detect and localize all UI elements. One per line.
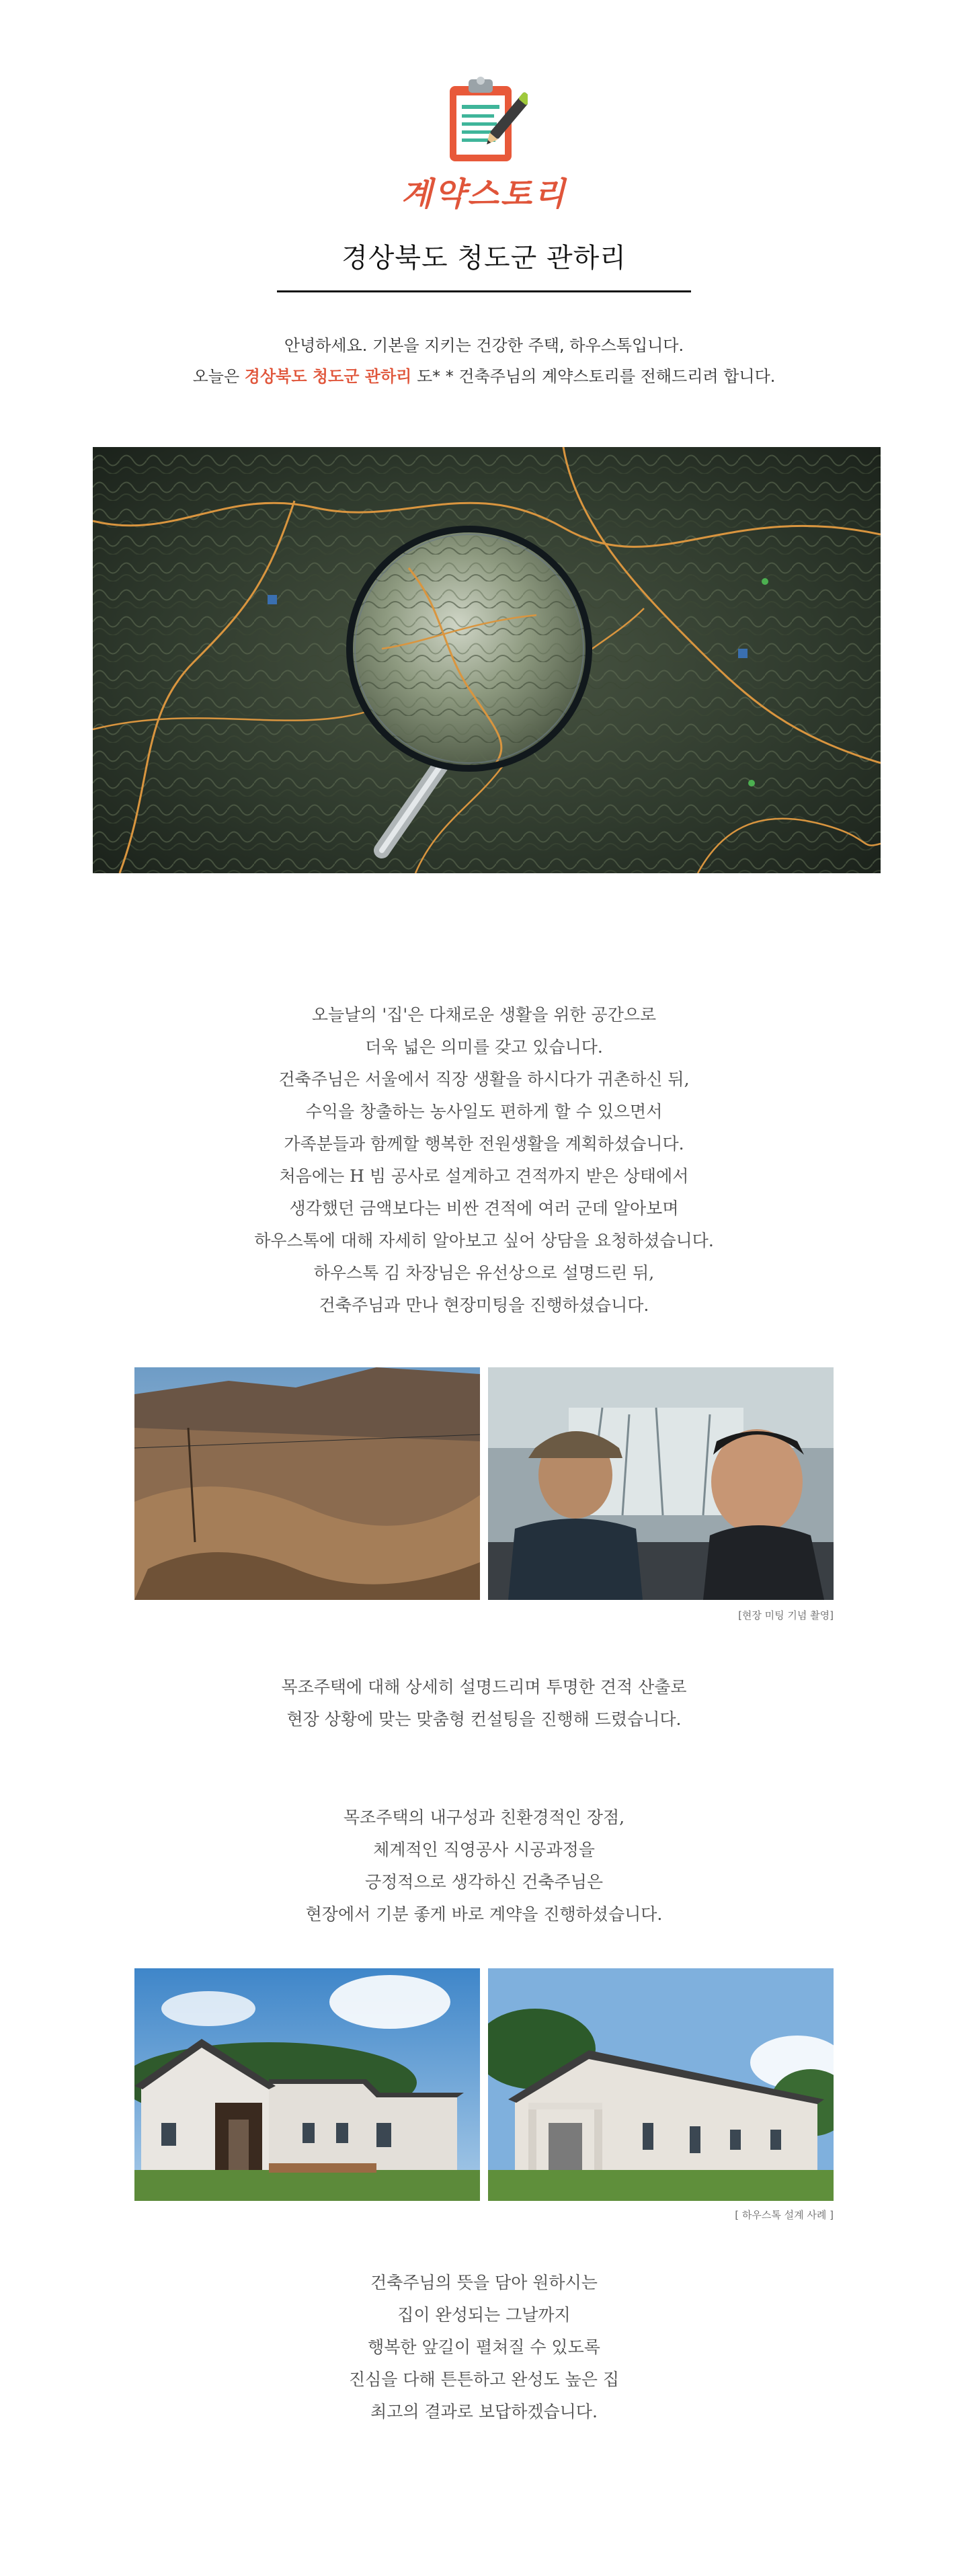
house-render-graphic-1 <box>134 1968 480 2201</box>
house-render-image-1 <box>134 1968 480 2201</box>
story-line: 처음에는 H 빔 공사로 설계하고 견적까지 받은 상태에서 <box>279 1166 689 1186</box>
story-paragraph-1 <box>0 999 968 1322</box>
story-paragraph-3 <box>0 1802 968 1931</box>
house-render-image-2 <box>488 1968 834 2201</box>
intro-suffix: 도* * 건축주님의 계약스토리를 전해드리려 합니다. <box>411 367 776 386</box>
story-line: 건축주님의 뜻을 담아 원하시는 <box>370 2273 598 2292</box>
story-line: 오늘날의 '집'은 다채로운 생활을 위한 공간으로 <box>311 1005 657 1024</box>
site-photo-graphic <box>134 1367 480 1600</box>
story-line: 건축주님은 서울에서 직장 생활을 하시다가 귀촌하신 뒤, <box>278 1070 690 1089</box>
story-line: 현장 상황에 맞는 맞춤형 컨설팅을 진행해 드렸습니다. <box>286 1709 682 1729</box>
story-line: 행복한 앞길이 펼쳐질 수 있도록 <box>368 2337 600 2357</box>
photo-caption-meeting: [현장 미팅 기념 촬영] <box>738 1609 834 1621</box>
story-line: 가족분들과 함께할 행복한 전원생활을 계획하셨습니다. <box>284 1134 684 1154</box>
story-line: 집이 완성되는 그날까지 <box>397 2305 571 2325</box>
story-line: 더욱 넓은 의미를 갖고 있습니다. <box>365 1037 603 1057</box>
clipboard-icon <box>440 73 528 167</box>
story-line: 체계적인 직영공사 시공과정을 <box>373 1840 595 1859</box>
story-line: 하우스톡에 대해 자세히 알아보고 싶어 상담을 요청하셨습니다. <box>254 1231 714 1250</box>
brand-title: 계약스토리 <box>401 175 567 213</box>
story-line: 긍정적으로 생각하신 건축주님은 <box>365 1872 603 1892</box>
story-line: 목조주택의 내구성과 친환경적인 장점, <box>343 1808 625 1827</box>
intro-greeting: 안녕하세요. 기본을 지키는 건강한 주택, 하우스톡입니다. <box>284 336 684 355</box>
story-paragraph-4 <box>0 2267 968 2428</box>
photo-caption-design: [ 하우스톡 설계 사례 ] <box>735 2209 834 2221</box>
satellite-map-graphic <box>93 447 881 873</box>
story-line: 목조주택에 대해 상세히 설명드리며 투명한 견적 산출로 <box>281 1677 687 1697</box>
story-line: 최고의 결과로 보답하겠습니다. <box>370 2402 598 2421</box>
site-photo <box>134 1367 480 1600</box>
page-title: 경상북도 청도군 관하리 <box>341 243 627 274</box>
story-line: 생각했던 금액보다는 비싼 견적에 여러 군데 알아보며 <box>289 1199 679 1218</box>
house-render-graphic-2 <box>488 1968 834 2201</box>
satellite-map-image <box>93 447 881 873</box>
story-paragraph-2 <box>0 1671 968 1736</box>
meeting-photo-graphic <box>488 1367 834 1600</box>
location-highlight: 경상북도 청도군 관하리 <box>244 367 412 386</box>
intro-story-line <box>0 363 968 387</box>
intro-prefix: 오늘은 <box>192 367 245 386</box>
story-line: 건축주님과 만나 현장미팅을 진행하셨습니다. <box>319 1295 649 1315</box>
story-line: 수익을 창출하는 농사일도 편하게 할 수 있으면서 <box>305 1102 663 1121</box>
story-line: 현장에서 기분 좋게 바로 계약을 진행하셨습니다. <box>305 1904 663 1924</box>
story-line: 진심을 다해 튼튼하고 완성도 높은 집 <box>349 2370 619 2389</box>
title-divider <box>277 290 691 292</box>
story-line: 하우스톡 김 차장님은 유선상으로 설명드린 뒤, <box>313 1263 655 1283</box>
meeting-photo <box>488 1367 834 1600</box>
